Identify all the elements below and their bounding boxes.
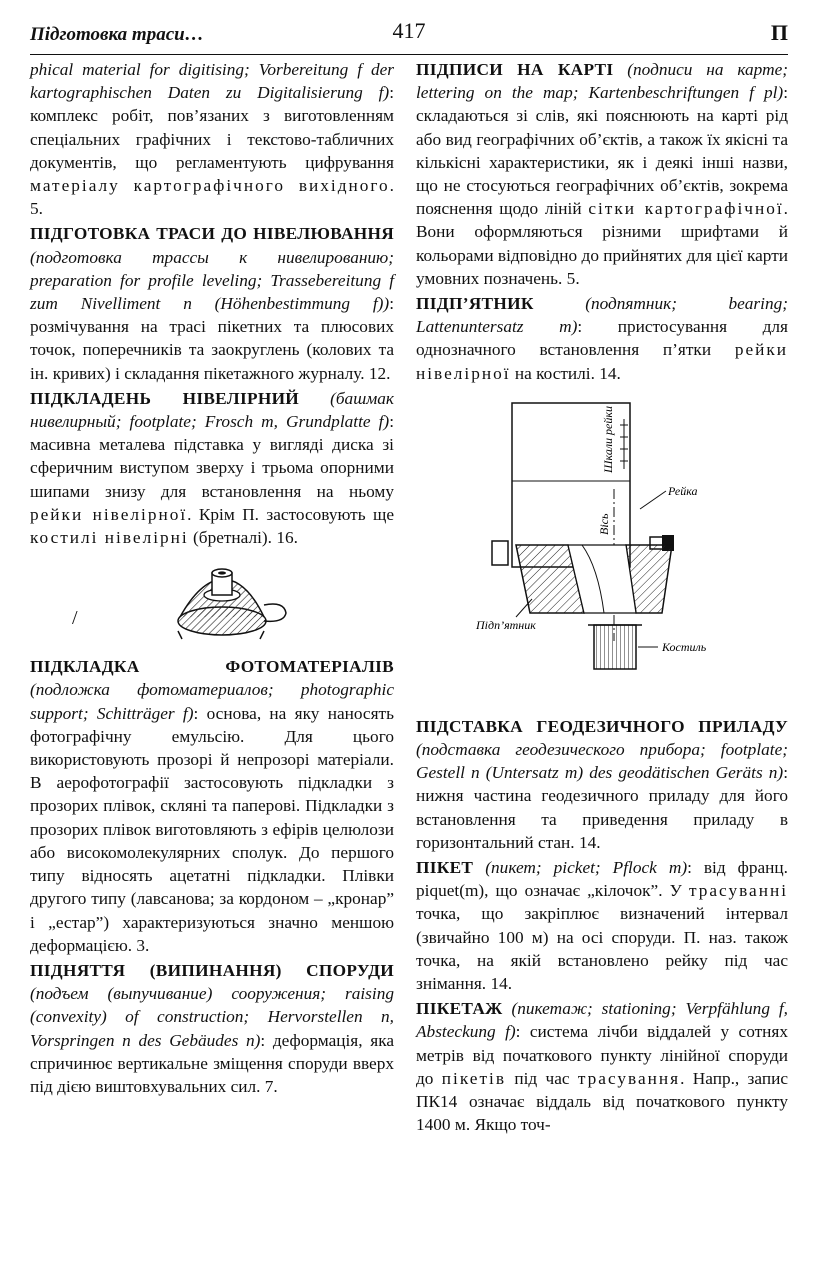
entry-definition: : пристосування для однозначного встановлення п’ятки (416, 317, 789, 360)
entry-map-lettering (416, 58, 788, 290)
cross-reference: трасуванні (688, 881, 788, 901)
entry-leveling-footplate (30, 387, 394, 549)
entry-definition: : деформація, яка спричинює вертикальне зміщення споруди вверх під дією виштовхувальних сил. 7. (30, 1030, 394, 1096)
peg-label: Костиль (662, 639, 707, 654)
footplate-figure (30, 555, 394, 647)
entry-text: точка, що закріплює визначений інтервал (звичайно 100 м) на осі споруди. П. наз. також точка, на якій встановлено рейку під час знімання. 14. (416, 904, 788, 994)
entry-translations: (подложка фотоматериалов; photographic support; Schitträger f) (30, 680, 394, 723)
entry-source: . 5. (30, 176, 394, 219)
scales-label: Шкали рейки (601, 405, 615, 473)
entry-translations: (башмак нивелирный; footplate; Frosch m, Grundplatte f) (30, 388, 394, 432)
entry-translations: (подготовка трассы к нивелированию; preparation for profile leveling; Trassebereitung f zum Nivelliment n (Höhenbestimmung f)) (30, 247, 394, 314)
entry-continuation (30, 58, 394, 220)
entry-definition: : система лічби віддалей у сотнях метрів від початкового пункту лінійної споруди до (416, 1022, 788, 1088)
footplate-illustration (160, 555, 300, 643)
axis-label: Вісь (597, 513, 611, 535)
entry-structure-heave (30, 959, 394, 1098)
entry-picket (416, 856, 788, 995)
left-column (30, 58, 394, 1100)
entry-translations: (пикетаж; stationing; Verpfählung f, Absteckung f) (416, 999, 788, 1042)
entry-definition: : комплекс робіт, пов’язаних з виготовленням спеціальних графічних і текстово-табличних документів, що регламентують цифрування (30, 83, 394, 172)
cross-reference: рейки нівелірної (30, 504, 188, 524)
entry-text: . Вони оформляються різними шрифтами й кольорами відповідно до прийнятих для цієї карти умовних позначень. 5. (416, 199, 788, 288)
cross-reference: костилі нівелірні (30, 528, 189, 548)
entry-definition: : основа, на яку наносять фотографічну емульсію. Для цього використовують прозорі й непрозорі матеріали. В аерофотографії застосовують підкладки з прозорих плівок, скляні та паперові. Підкладки з прозорих плівок виготовляють з ефірів целюлози або високомолекулярних сполук. До першого типу відносять ацетатні підкладки. Плівки другого типу (лавсанова; за кордоном – „кронар” і „естар”) характеризуються значно меншою деформацією. 3. (30, 703, 394, 955)
bearing-diagram (472, 399, 732, 697)
entry-translations: (подпятник; bearing; Lattenuntersatz m) (416, 294, 788, 337)
bearing-label: Підп’ятник (476, 617, 536, 632)
entry-term: ПІДКЛАДЕНЬ НІВЕЛІРНИЙ (30, 388, 300, 408)
entry-term: ПІДКЛАДКА ФОТОМАТЕРІАЛІВ (30, 657, 394, 677)
cross-reference: пікетів (441, 1068, 506, 1088)
entry-definition: : масивна металева підставка у вигляді диска зі сферичним виступом зверху і трьома опорними шипами знизу для встановлення на ньому (30, 412, 394, 501)
running-header (30, 18, 788, 55)
entry-term: ПІДГОТОВКА ТРАСИ ДО НІВЕЛЮВАННЯ (30, 224, 394, 244)
cross-reference: матеріалу картографічного вихідного (30, 176, 390, 196)
cross-reference: сітки картографічної (588, 199, 784, 219)
entry-photo-support (30, 655, 394, 957)
entry-text: під час (505, 1068, 570, 1088)
entry-instrument-base (416, 715, 788, 854)
entry-term: ПІДПИСИ НА КАРТІ (416, 60, 614, 79)
entry-translations: (подставка геодезического прибора; footplate; Gestell n (Untersatz m) des geodätischen Geräts n) (416, 740, 788, 783)
rail-leader (640, 491, 666, 509)
rail-label: Рейка (668, 483, 698, 498)
entry-term: ПІДП’ЯТНИК (416, 294, 534, 314)
entry-translations: (пикет; picket; Pflock m) (485, 858, 688, 878)
entry-translations: phical material for digitising; Vorbereitung f der kartographischen Daten zu Digitalisierung f) (30, 60, 394, 103)
figure-mark: / (72, 607, 78, 630)
entry-definition: : складаються зі слів, які пояснюють на карті рід або вид географічних об’єктів, а також їх якісні та кількісні характеристики, як і деякі інші назви, що не стосуються географічних об’єктів, зокрема пояснення щодо ліній (416, 83, 788, 219)
cross-reference: рейки нівелірної (416, 340, 789, 383)
entry-text: . Напр., запис ПК14 означає віддаль від початкового пункту 1400 м. Якщо точ- (416, 1068, 788, 1135)
entry-source: (бретналі). 16. (188, 528, 298, 548)
peg-body (594, 625, 636, 669)
entry-route-preparation (30, 222, 394, 384)
entry-term: ПІКЕТ (416, 858, 474, 878)
section-letter: П (770, 20, 788, 45)
entry-translations: (подписи на карте; lettering on the map; Kartenbeschriftungen f pl) (416, 60, 788, 103)
running-head-title: Підготовка траси… (30, 24, 204, 45)
entry-source: на костилі. 14. (510, 363, 621, 383)
page-number: 417 (392, 18, 426, 43)
entry-stationing (416, 997, 788, 1136)
entry-definition: : нижня частина геодезичного приладу для його встановлення та приведення приладу в горизонтальний стан. 14. (416, 763, 788, 852)
entry-term: ПІКЕТАЖ (416, 999, 503, 1019)
right-column (416, 58, 788, 1139)
bearing-figure (416, 399, 788, 697)
entry-definition: : розмічування на трасі пікетних та плюсових точок, поперечників та заокруглень (колових та ін. кривих) і складання пікетажного журналу. 12. (30, 294, 394, 383)
entry-translations: (подъем (выпучивание) сооружения; raising (convexity) of construction; Hervorstellen n, Vorspringen n des Gebäudes n) (30, 984, 394, 1050)
entry-definition: : від франц. piquet(m), що означає „кілочок”. У (416, 858, 788, 901)
entry-term: ПІДСТАВКА ГЕОДЕЗИЧНОГО ПРИЛАДУ (416, 716, 788, 736)
entry-term: ПІДНЯТТЯ (ВИПИНАННЯ) СПОРУДИ (30, 960, 394, 980)
cross-reference: трасування (577, 1068, 681, 1088)
entry-bearing (416, 292, 788, 385)
entry-text: . Крім П. застосовують ще (187, 504, 394, 524)
